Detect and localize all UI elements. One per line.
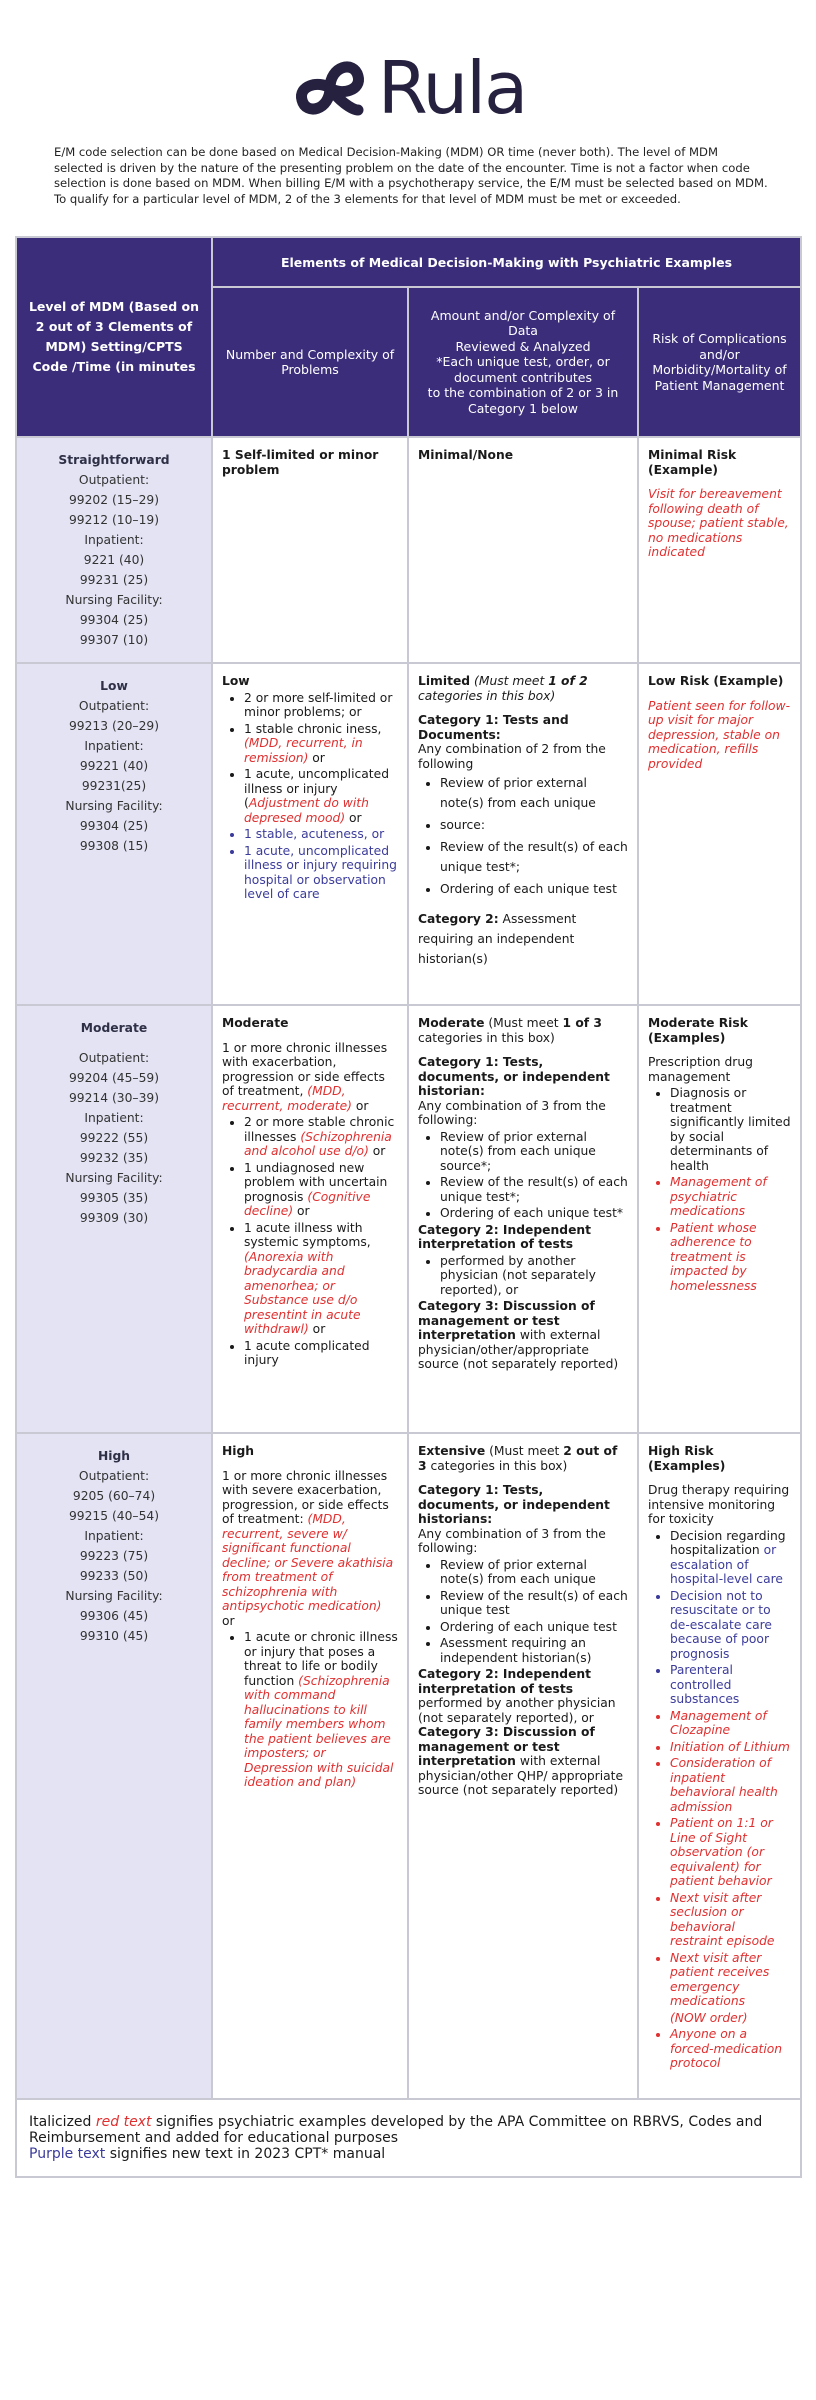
code-line: 99221 (40) <box>79 759 149 773</box>
item-example: (Cognitive decline) <box>244 1189 371 1218</box>
item-new-text: 1 acute, uncomplicated illness or injury requiring hospital or observation level of care <box>244 843 397 901</box>
item-example: Next visit after seclusion or behavioral restraint episode <box>670 1890 775 1948</box>
code-line: 99231(25) <box>81 779 147 793</box>
category-3 <box>418 1299 628 1372</box>
code-line: 99231 (25) <box>79 573 149 587</box>
data-heading <box>418 1016 628 1045</box>
item-new-text: or escalation of hospital-level care <box>670 1543 783 1586</box>
code-line: 99308 (15) <box>79 839 149 853</box>
level-codes <box>23 696 205 856</box>
level-codes <box>23 1466 205 1646</box>
code-line: Nursing Facility: <box>65 799 163 813</box>
category-2-title: Category 2: Independent interpretation of tests <box>418 1222 592 1251</box>
item-example: (Schizophrenia and alcohol use d/o) <box>244 1129 392 1158</box>
data-note-bold: 1 of 2 <box>548 674 588 688</box>
category-2-title: Category 2: <box>418 912 499 926</box>
item-text: 1 acute complicated injury <box>244 1338 370 1367</box>
list-item <box>670 1175 791 1219</box>
level-high <box>16 1433 212 2099</box>
item-tail: or <box>345 810 362 825</box>
data-heading <box>418 1444 628 1473</box>
code-line: Inpatient: <box>84 533 144 547</box>
data-moderate <box>408 1005 638 1433</box>
code-line: Outpatient: <box>78 699 150 713</box>
list-item <box>670 2027 791 2071</box>
risk-moderate <box>638 1005 801 1433</box>
code-line: 99204 (45–59) <box>68 1071 160 1085</box>
item-tail: or <box>308 750 325 765</box>
item-example: (NOW order) <box>670 2010 748 2025</box>
category-3 <box>418 1725 628 1798</box>
brand-name: Rula <box>377 46 527 130</box>
item-text: 2 or more stable chronic illnesses <box>244 1115 395 1144</box>
category-1-title: Category 1: Tests and Documents: <box>418 713 569 742</box>
category-1-list <box>418 1130 628 1221</box>
item-example: Anyone on a forced-medication protocol <box>670 2027 783 2070</box>
code-line: Inpatient: <box>84 1111 144 1125</box>
problems-title: Low <box>222 674 250 688</box>
code-line: Inpatient: <box>84 739 144 753</box>
list-item <box>244 767 398 825</box>
item-text: 1 acute or chronic illness or injury that poses a threat to life or bodily function <box>244 1630 398 1688</box>
problems-lead <box>222 1469 398 1614</box>
item-new-text: Parenteral controlled substances <box>670 1663 740 1706</box>
mdm-table <box>15 236 802 2178</box>
risk-title: High Risk (Examples) <box>648 1444 726 1473</box>
header-risk: Risk of Complications and/or Morbidity/Mortality of Patient Management <box>638 287 801 437</box>
list-item <box>670 1740 791 1755</box>
category-2-text: performed by another physician (not separately reported), or <box>418 1696 616 1725</box>
intro-paragraph: E/M code selection can be done based on Medical Decision-Making (MDM) OR time (never both). The level of MDM selected is driven by the nature of the presenting problem on the date of the encounter. Time is not a factor when code selection is done based on MDM. When billing E/M with a psychotherapy service, the E/M must be selected based on MDM. To qualify for a particular level of MDM, 2 of the 3 elements for that level of MDM must be met or exceeded. <box>54 145 768 206</box>
code-line: Outpatient: <box>78 473 150 487</box>
code-line: 9221 (40) <box>83 553 145 567</box>
legend-line-1 <box>29 2114 788 2146</box>
code-line: 99305 (35) <box>79 1191 149 1205</box>
brand-logo <box>0 48 816 128</box>
lead-example: (MDD, recurrent, moderate) <box>222 1084 352 1113</box>
category-1-list <box>418 773 628 899</box>
data-heading <box>418 674 628 703</box>
legend-text: Italicized <box>29 2114 96 2130</box>
item-example: Consideration of inpatient behavioral health admission <box>670 1756 778 1814</box>
level-moderate <box>16 1005 212 1433</box>
list-item <box>670 1951 791 2009</box>
item-tail: or <box>293 1204 310 1218</box>
header-level-col <box>16 237 212 437</box>
header-level-text: Level of MDM (Based on 2 out of 3 Clements of MDM) Setting/CPTS Code /Time (in minutes <box>28 299 200 374</box>
risk-high <box>638 1433 801 2099</box>
category-2-title: Category 2: Independent interpretation of tests <box>418 1667 592 1696</box>
row-moderate <box>16 1005 801 1433</box>
problems-list <box>222 1630 398 1790</box>
problems-low <box>212 663 408 1005</box>
code-line: Outpatient: <box>78 1051 150 1065</box>
list-item <box>670 1589 791 1662</box>
data-title: Extensive <box>418 1444 486 1458</box>
item-example: Next visit after patient receives emergency medications <box>670 1950 770 2008</box>
problems-list <box>222 691 398 902</box>
code-line: Nursing Facility: <box>65 593 163 607</box>
item-text: 2 or more self-limited or minor problems; or <box>244 690 393 719</box>
rula-logo-icon <box>290 52 370 124</box>
list-item <box>244 1630 398 1790</box>
list-item: • Review of prior external note(s) from each unique <box>440 773 628 813</box>
item-text: Decision regarding hospitalization <box>670 1528 786 1557</box>
legend <box>16 2099 801 2177</box>
category-2 <box>418 1667 628 1725</box>
list-item <box>244 1115 398 1159</box>
data-straightforward <box>408 437 638 663</box>
list-item <box>244 1339 398 1368</box>
risk-straightforward <box>638 437 801 663</box>
item-example: Adjustment do with depresed mood) <box>244 796 369 825</box>
problems-title: High <box>222 1444 255 1458</box>
item-example: (Anorexia with bradycardia and amenorhea; or Substance use d/o presentint in acute withdrawl) <box>244 1249 361 1336</box>
list-item <box>244 1161 398 1219</box>
list-item: • Ordering of each unique test* <box>440 1206 628 1221</box>
list-item: • Ordering of each unique test <box>440 1620 628 1635</box>
category-1-list <box>418 1558 628 1666</box>
list-item <box>244 691 398 720</box>
code-line: 99212 (10–19) <box>68 513 160 527</box>
list-item <box>670 1756 791 1814</box>
code-line: 99222 (55) <box>79 1131 149 1145</box>
data-note: categories in this box) <box>418 688 556 703</box>
header-data <box>408 287 638 437</box>
list-item <box>670 1663 791 1707</box>
code-line: 99306 (45) <box>79 1609 149 1623</box>
list-item: • Review of prior external note(s) from each unique <box>440 1558 628 1587</box>
problems-straightforward <box>212 437 408 663</box>
item-example: (Schizophrenia with command hallucinations to kill family members whom the patient believes are imposters; or Depression with suicidal ideation and plan) <box>244 1673 394 1789</box>
problems-lead <box>222 1041 398 1114</box>
problems-moderate <box>212 1005 408 1433</box>
category-3-title: Category 3: Discussion of management or test interpretation <box>418 1725 595 1768</box>
category-1-lead: Any combination of 3 from the following: <box>418 1526 606 1555</box>
list-item: • Review of prior external note(s) from each unique source*; <box>440 1130 628 1174</box>
code-line: Nursing Facility: <box>65 1589 163 1603</box>
category-1-title: Category 1: Tests, documents, or independent historian: <box>418 1055 610 1098</box>
risk-title: Low Risk (Example) <box>648 674 784 688</box>
list-item: • performed by another physician (not separately reported), or <box>440 1254 628 1298</box>
list-item <box>244 722 398 766</box>
header-problems: Number and Complexity of Problems <box>212 287 408 437</box>
category-2-text: Assessment requiring an independent historian(s) <box>418 912 577 966</box>
list-item <box>244 844 398 902</box>
header-data-line1: Amount and/or Complexity of Data <box>430 307 616 339</box>
list-item <box>670 1221 791 1294</box>
row-high <box>16 1433 801 2099</box>
category-1-title: Category 1: Tests, documents, or independent historians: <box>418 1483 610 1526</box>
data-note: categories in this box) <box>426 1458 568 1473</box>
category-2 <box>418 909 628 969</box>
risk-list <box>648 1529 791 2071</box>
data-low <box>408 663 638 1005</box>
item-example: Patient whose adherence to treatment is impacted by homelessness <box>670 1220 757 1293</box>
code-line: 99214 (30–39) <box>68 1091 160 1105</box>
problems-title: Moderate <box>222 1016 289 1030</box>
list-item <box>670 1816 791 1889</box>
level-straightforward <box>16 437 212 663</box>
problems-text: 1 Self-limited or minor problem <box>222 448 379 477</box>
code-line: 99213 (20–29) <box>68 719 160 733</box>
item-tail: or <box>308 1322 326 1336</box>
code-line: 99202 (15–29) <box>68 493 160 507</box>
level-codes <box>23 1048 205 1228</box>
list-item: • Review of the result(s) of each unique test*; <box>440 1175 628 1204</box>
category-3-text: with external physician/other QHP/ appropriate source (not separately reported) <box>418 1754 624 1797</box>
data-title: Moderate <box>418 1016 485 1030</box>
item-text: 1 acute, uncomplicated illness or injury ( <box>244 767 390 810</box>
code-line: 99310 (45) <box>79 1629 149 1643</box>
header-data-line4: to the combination of 2 or 3 in Category 1 below <box>427 385 619 416</box>
data-note: (Must meet <box>474 674 549 688</box>
data-note: (Must meet <box>485 1444 564 1458</box>
list-item: • Asessment requiring an independent historian(s) <box>440 1636 628 1665</box>
category-3-title: Category 3: Discussion of management or test interpretation <box>418 1299 595 1342</box>
data-title: Limited <box>418 674 471 688</box>
list-item: • source: <box>440 815 628 835</box>
data-high <box>408 1433 638 2099</box>
item-example: Management of psychiatric medications <box>670 1175 767 1218</box>
code-line: 99232 (35) <box>79 1151 149 1165</box>
code-line: 99304 (25) <box>79 613 149 627</box>
code-line: 99215 (40–54) <box>68 1509 160 1523</box>
item-text: 1 acute illness with systemic symptoms, <box>244 1220 371 1249</box>
list-item: • Review of the result(s) of each unique test*; <box>440 837 628 877</box>
code-line: Nursing Facility: <box>65 1171 163 1185</box>
row-low <box>16 663 801 1005</box>
legend-red-sample: red text <box>95 2114 152 2130</box>
level-codes <box>23 470 205 650</box>
list-item: • Ordering of each unique test <box>440 879 628 899</box>
risk-title: Moderate Risk (Examples) <box>648 1016 748 1045</box>
category-1-lead: Any combination of 2 from the following <box>418 742 606 771</box>
category-3-text: with external physician/other/appropriate source (not separately reported) <box>418 1328 619 1371</box>
item-new-text: Decision not to resuscitate or to de-escalate care because of poor prognosis <box>670 1588 772 1661</box>
risk-list <box>648 1086 791 1293</box>
header-data-line3: *Each unique test, order, or document contributes <box>436 354 610 385</box>
lead-tail: or <box>351 1098 369 1113</box>
code-line: 99307 (10) <box>79 633 149 647</box>
data-text: Minimal/None <box>418 448 514 462</box>
row-straightforward <box>16 437 801 663</box>
item-tail: or <box>368 1144 386 1158</box>
risk-low <box>638 663 801 1005</box>
code-line: 9205 (60–74) <box>72 1489 156 1503</box>
legend-purple-sample: Purple text <box>29 2146 106 2162</box>
item-text: Diagnosis or treatment significantly limited by social determinants of health <box>670 1086 791 1173</box>
risk-lead: Drug therapy requiring intensive monitoring for toxicity <box>648 1483 790 1526</box>
lead-text: 1 or more chronic illnesses with severe exacerbation, progression, or side effects of treatment: <box>222 1468 389 1526</box>
level-name: High <box>97 1449 131 1463</box>
risk-example: Visit for bereavement following death of spouse; patient stable, no medications indicated <box>648 487 789 559</box>
list-item <box>244 827 398 842</box>
category-1-lead: Any combination of 3 from the following: <box>418 1098 606 1127</box>
data-note: (Must meet <box>484 1016 563 1030</box>
code-line: 99304 (25) <box>79 819 149 833</box>
code-line: Inpatient: <box>84 1529 144 1543</box>
list-item: • Review of the result(s) of each unique test <box>440 1589 628 1618</box>
item-example: Initiation of Lithium <box>670 1739 790 1754</box>
item-text: 1 undiagnosed new problem with uncertain prognosis <box>244 1160 388 1204</box>
risk-example: Patient seen for follow-up visit for major depression, stable on medication, refills provided <box>648 698 791 771</box>
legend-text: signifies psychiatric examples developed by the APA Committee on RBRVS, Codes and Reimbursement and added for educational purposes <box>29 2114 763 2146</box>
data-note-bold: 1 of 3 <box>562 1016 602 1030</box>
legend-row <box>16 2099 801 2177</box>
risk-title: Minimal Risk (Example) <box>648 448 737 477</box>
code-line: 99223 (75) <box>79 1549 149 1563</box>
item-new-text: 1 stable, acuteness, or <box>244 827 385 841</box>
level-low <box>16 663 212 1005</box>
list-item <box>244 1221 398 1337</box>
list-item <box>670 1709 791 1738</box>
lead-text: 1 or more chronic illnesses with exacerbation, progression or side effects of treatment, <box>222 1040 388 1098</box>
list-item <box>670 1529 791 1587</box>
code-line: 99233 (50) <box>79 1569 149 1583</box>
legend-line-2 <box>29 2146 788 2162</box>
item-example: Management of Clozapine <box>670 1708 767 1737</box>
level-name: Low <box>100 679 128 693</box>
code-line: 99309 (30) <box>79 1211 149 1225</box>
legend-text: signifies new text in 2023 CPT* manual <box>105 2146 386 2162</box>
lead-example: (MDD, recurrent, severe w/ significant functional decline; or Severe akathisia from treatment of schizophrenia with antipsychotic medication) <box>222 1512 394 1613</box>
header-elements-title: Elements of Medical Decision-Making with Psychiatric Examples <box>212 237 801 287</box>
code-line: Outpatient: <box>78 1469 150 1483</box>
category-2-list <box>418 1254 628 1298</box>
problems-list <box>222 1115 398 1368</box>
level-name: Moderate <box>80 1021 148 1035</box>
risk-lead: Prescription drug management <box>648 1055 753 1084</box>
problems-high <box>212 1433 408 2099</box>
header-data-line2: Reviewed & Analyzed <box>455 338 591 354</box>
data-note-bold: 2 out of 3 <box>418 1444 618 1473</box>
list-item <box>670 2011 791 2026</box>
problems-or: or <box>222 1613 235 1628</box>
level-name: Straightforward <box>58 453 170 467</box>
list-item <box>670 1891 791 1949</box>
list-item <box>670 1086 791 1173</box>
item-text: 1 stable chronic iness, <box>244 721 382 736</box>
item-example: Patient on 1:1 or Line of Sight observation (or equivalent) for patient behavior <box>670 1816 773 1888</box>
data-note: categories in this box) <box>418 1030 555 1045</box>
item-example: (MDD, recurrent, in remission) <box>244 736 363 765</box>
